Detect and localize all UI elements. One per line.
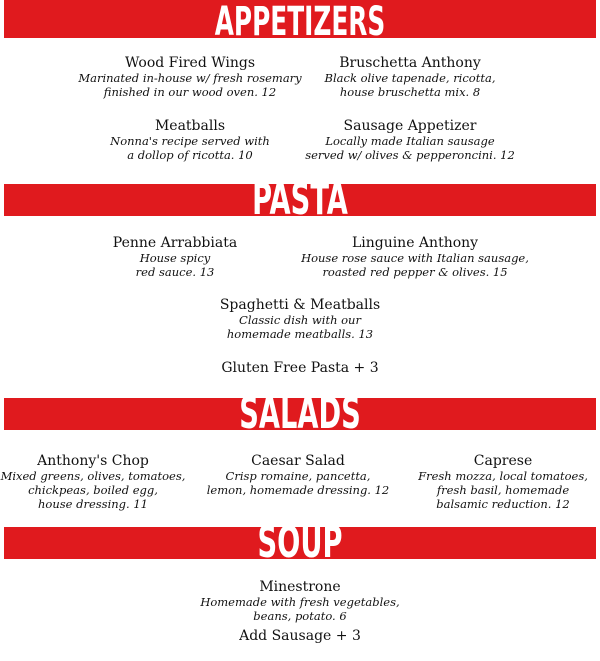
menu-item: [160, 579, 440, 623]
add-sausage-note: Add Sausage + 3: [239, 628, 361, 644]
item-description: Black olive tapenade, ricotta, house bruschetta mix. 8: [324, 71, 496, 99]
gluten-free-note: Gluten Free Pasta + 3: [221, 360, 379, 376]
item-description: Nonna's recipe served with a dollop of ricotta. 10: [110, 134, 270, 162]
item-name: Minestrone: [259, 579, 341, 595]
item-description: Marinated in-house w/ fresh rosemary finished in our wood oven. 12: [78, 71, 302, 99]
item-name: Caprese: [473, 453, 533, 469]
item-description: Mixed greens, olives, tomatoes, chickpeas, boiled egg, house dressing. 11: [0, 469, 186, 511]
pasta-heading: PASTA: [252, 174, 348, 225]
item-name: Spaghetti & Meatballs: [219, 297, 381, 313]
item-name: Meatballs: [154, 118, 226, 134]
menu-item: [0, 453, 186, 511]
menu-item: [270, 235, 560, 279]
salads-heading: SALADS: [239, 388, 361, 439]
menu-item: [198, 453, 398, 497]
appetizers-heading: APPETIZERS: [214, 0, 386, 45]
item-name: Caesar Salad: [251, 453, 345, 469]
item-description: Crisp romaine, pancetta, lemon, homemade dressing. 12: [206, 469, 390, 497]
soup-heading: SOUP: [257, 517, 343, 568]
menu-item: [280, 55, 540, 99]
item-name: Bruschetta Anthony: [339, 55, 481, 71]
item-description: Homemade with fresh vegetables, beans, potato. 6: [200, 595, 400, 623]
item-description: House rose sauce with Italian sausage, roasted red pepper & olives. 15: [301, 251, 529, 279]
item-description: Locally made Italian sausage served w/ olives & pepperoncini. 12: [305, 134, 515, 162]
item-name: Anthony's Chop: [37, 453, 149, 469]
menu-item: [408, 453, 598, 511]
item-description: Classic dish with our homemade meatballs. 13: [226, 313, 374, 341]
item-description: Fresh mozza, local tomatoes, fresh basil, homemade balsamic reduction. 12: [418, 469, 588, 511]
menu-item: [60, 235, 290, 279]
item-name: Sausage Appetizer: [343, 118, 477, 134]
item-name: Penne Arrabbiata: [112, 235, 238, 251]
item-name: Linguine Anthony: [351, 235, 479, 251]
item-description: House spicy red sauce. 13: [135, 251, 215, 279]
menu-item: [160, 297, 440, 341]
item-name: Wood Fired Wings: [124, 55, 256, 71]
menu-item: [270, 118, 550, 162]
